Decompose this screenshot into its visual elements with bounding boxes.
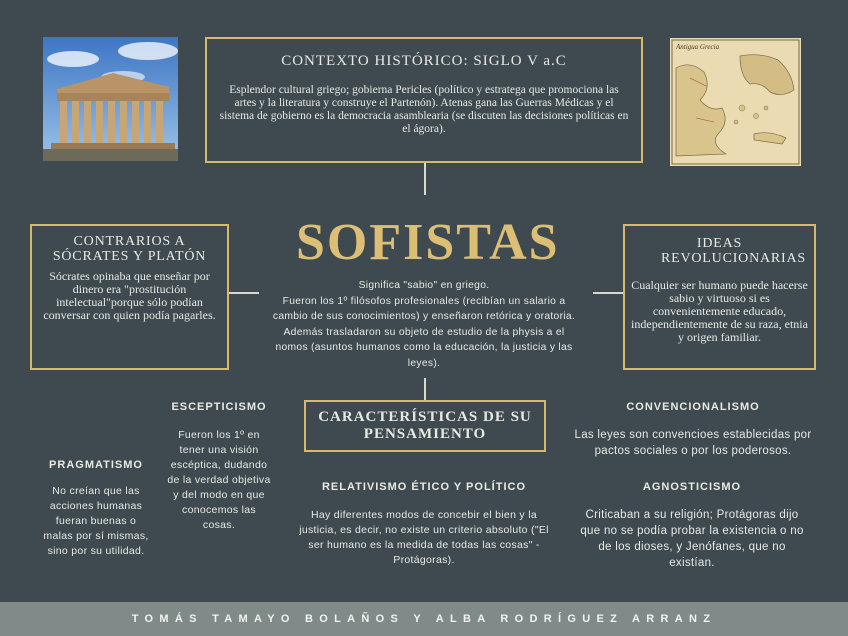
convencionalismo-body: Las leyes son convencioes establecidas por pactos sociales o por los poderosos.: [574, 429, 812, 457]
ideas-box: [623, 224, 816, 370]
sofistas-title: SOFISTAS: [296, 214, 560, 271]
escepticismo-body: Fueron los 1º en tener una visión escéptica, dudando de la verdad objetiva y del modo en que conocemos las cosas.: [167, 429, 271, 531]
contrarios-title: CONTRARIOS A SÓCRATES Y PLATÓN: [52, 234, 207, 264]
agnosticismo-body: Criticaban a su religión; Protágoras dijo que no se podía probar la existencia o no de los dioses, y Jenófanes, que no existían.: [580, 509, 804, 569]
escepticismo-title: ESCEPTICISMO: [171, 401, 267, 413]
caracteristicas-title: CARACTERÍSTICAS DE SU PENSAMIENTO: [318, 409, 532, 442]
contexto-title: CONTEXTO HISTÓRICO: SIGLO V a.C: [281, 53, 567, 69]
sofistas-line2: Fueron los 1º filósofos profesionales (recibían un salario a cambio de sus conocimientos) y enseñaron retórica y oratoria. Además trasladaron su objeto de estudio de la physis a el nomos (asuntos humanos como la educación, la justicia y las leyes).: [272, 295, 576, 369]
connector-top: [424, 163, 426, 195]
parthenon-photo: [43, 37, 178, 161]
greece-map-image: [670, 38, 801, 166]
convencionalismo-section: [562, 401, 824, 459]
contrarios-body: Sócrates opinaba que enseñar por dinero era "prostitución intelectual"porque sólo podían conversar con quien podía pagarles.: [43, 269, 216, 322]
sofistas-description: [272, 278, 576, 371]
connector-left: [229, 292, 259, 294]
pragmatismo-section: [38, 459, 154, 559]
footer-authors: TOMÁS TAMAYO BOLAÑOS Y ALBA RODRÍGUEZ ARRANZ: [0, 602, 848, 636]
ideas-body: Cualquier ser humano puede hacerse sabio y virtuoso si es convenientemente educado, independientemente de su raza, etnia y origen familiar.: [631, 278, 808, 344]
convencionalismo-title: CONVENCIONALISMO: [626, 401, 760, 413]
caracteristicas-box: [304, 400, 546, 452]
sofistas-line1: Significa "sabio" en griego.: [358, 280, 490, 291]
contexto-historico-box: [205, 37, 643, 163]
ideas-title: IDEAS REVOLUCIONARIAS: [661, 236, 806, 266]
agnosticismo-section: [572, 481, 812, 571]
contexto-body: Esplendor cultural griego; gobierna Pericles (político y estratega que promociona las artes y la literatura y construye el Partenón). Atenas gana las Guerras Médicas y el sistema de gobierno es la democracia asamblearia (se discuten las decisiones políticas en el ágora).: [219, 84, 629, 135]
connector-right: [593, 292, 623, 294]
relativismo-body: Hay diferentes modos de concebir el bien y la justicia, es decir, no existe un criterio absoluto ("El ser humano es la medida de todas las cosas" - Protágoras).: [299, 509, 549, 566]
map-title: Antigua Grecia: [676, 43, 720, 51]
contrarios-box: [30, 224, 229, 370]
pragmatismo-title: PRAGMATISMO: [49, 459, 143, 471]
escepticismo-section: [163, 401, 275, 533]
agnosticismo-title: AGNOSTICISMO: [642, 481, 742, 493]
pragmatismo-body: No creían que las acciones humanas fueran buenas o malas por sí mismas, sino por su utilidad.: [43, 485, 149, 557]
relativismo-section: [292, 481, 556, 568]
relativismo-title: RELATIVISMO ÉTICO Y POLÍTICO: [321, 481, 527, 493]
connector-bottom: [424, 378, 426, 400]
